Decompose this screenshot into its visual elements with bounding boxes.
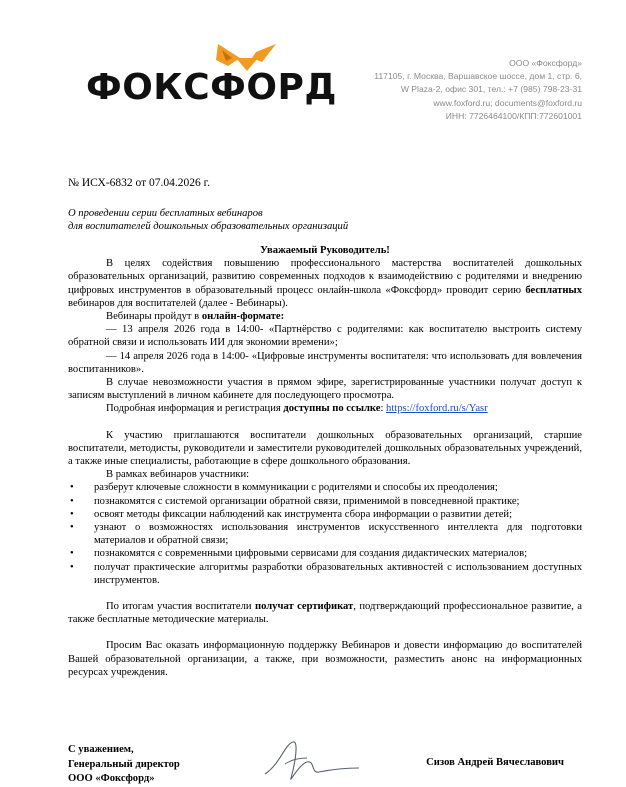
format-paragraph bbox=[68, 310, 582, 323]
reference-number: № ИСХ-6832 от 07.04.2026 г. bbox=[68, 177, 210, 189]
company-address-line2: W Plaza-2, офис 301, тел.: +7 (985) 798-23-31 bbox=[400, 84, 582, 95]
letter-body bbox=[68, 244, 582, 679]
list-item-text: познакомятся с современными цифровыми сервисами для создания дидактических материалов; bbox=[94, 548, 528, 560]
list-item-text: узнают о возможностях использования инструментов искусственного интеллекта для подготовки материалов и обратной связи; bbox=[94, 522, 582, 547]
company-name: ООО «Фоксфорд» bbox=[509, 58, 582, 68]
list-item bbox=[68, 481, 582, 494]
company-details bbox=[322, 57, 582, 123]
closing-regards: С уважением, bbox=[68, 744, 134, 755]
bullet-icon: • bbox=[70, 548, 74, 560]
certificate-paragraph bbox=[68, 600, 582, 626]
certificate-text-end: , подтверждающий профессиональное развитие, а также бесплатные методические материалы. bbox=[68, 601, 582, 626]
list-item bbox=[68, 495, 582, 508]
more-info-bold: доступны по ссылке bbox=[283, 403, 381, 415]
signer-name: Сизов Андрей Вячеславович bbox=[426, 757, 564, 768]
spacer bbox=[68, 626, 582, 639]
foxford-logo bbox=[86, 44, 337, 110]
subject-line1: О проведении серии бесплатных вебинаров bbox=[68, 208, 263, 219]
company-address-line1: 117105, г. Москва, Варшавское шоссе, дом 1, стр. 6, bbox=[374, 71, 582, 82]
signature-image bbox=[255, 734, 365, 786]
signer-position: Генеральный директор bbox=[68, 758, 180, 770]
format-bold: онлайн-формате: bbox=[201, 311, 285, 323]
list-item bbox=[68, 508, 582, 521]
list-item-text: получат практические алгоритмы разработки образовательных активностей с использованием доступных инструментов. bbox=[94, 561, 582, 586]
bullet-icon: • bbox=[70, 482, 74, 494]
registration-link[interactable]: https://foxford.ru/s/Yasr bbox=[386, 403, 488, 415]
intro-paragraph bbox=[68, 257, 582, 310]
list-item-text: познакомятся с системой организации обратной связи, применимой в повседневной практике; bbox=[94, 495, 520, 507]
intro-text-end: вебинаров для воспитателей (далее - Вебинары). bbox=[68, 297, 288, 309]
bullet-icon: • bbox=[70, 561, 74, 573]
webinar-item-1: — 13 апреля 2026 года в 14:00- «Партнёрство с родителями: как воспитателю выстроить систему обратной связи и использовать ИИ для экономии времени»; bbox=[68, 324, 582, 349]
logo-wordmark: ФОКСФОРД bbox=[86, 67, 337, 108]
spacer bbox=[68, 587, 582, 600]
greeting: Уважаемый Руководитель! bbox=[260, 245, 390, 256]
recording-paragraph: В случае невозможности участия в прямом эфире, зарегистрированные участники получат доступ к записям выступлений в личном кабинете для последующего просмотра. bbox=[68, 377, 582, 402]
more-info-paragraph bbox=[68, 402, 582, 415]
closing-block bbox=[68, 743, 180, 787]
company-inn: ИНН: 7726464100/КПП:772601001 bbox=[445, 110, 582, 121]
request-paragraph: Просим Вас оказать информационную поддержку Вебинаров и довести информацию до воспитателей Вашей образовательной организации, а также, при возможности, разместить анонс на информационных ресурсах учреждения. bbox=[68, 640, 582, 678]
bullet-icon: • bbox=[70, 495, 74, 507]
intro-text: В целях содействия повышению профессионального мастерства воспитателей дошкольных образовательных организаций, развитию современных подходов к взаимодействию с родителями и внедрению цифровых инструментов в образовательный процесс онлайн-школа «Фоксфорд» проводит серию bbox=[68, 258, 582, 296]
invite-paragraph: К участию приглашаются воспитатели дошкольных образовательных организаций, старшие воспитатели, методисты, руководители и заместители руководителей дошкольных образовательных учреждений, а также иные специалисты, работающие в сфере дошкольного образования. bbox=[68, 429, 582, 468]
intro-bold: бесплатных bbox=[525, 284, 582, 296]
bullet-icon: • bbox=[70, 522, 74, 534]
list-item bbox=[68, 561, 582, 587]
spacer bbox=[68, 416, 582, 429]
list-item bbox=[68, 521, 582, 547]
more-info-colon: : bbox=[380, 403, 387, 415]
certificate-text: По итогам участия воспитатели bbox=[106, 601, 255, 613]
certificate-bold: получат сертификат bbox=[254, 601, 354, 613]
list-item bbox=[68, 547, 582, 560]
list-item-text: освоят методы фиксации наблюдений как инструмента сбора информации о развитии детей; bbox=[94, 508, 513, 520]
letter-subject bbox=[68, 207, 348, 233]
bullet-icon: • bbox=[70, 508, 74, 520]
company-contacts: www.foxford.ru; documents@foxford.ru bbox=[433, 97, 582, 108]
format-text: Вебинары пройдут в bbox=[106, 311, 202, 323]
outcomes-list bbox=[68, 481, 582, 587]
outcomes-intro: В рамках вебинаров участники: bbox=[106, 469, 250, 481]
webinar-item-2: — 14 апреля 2026 года в 14:00- «Цифровые инструменты воспитателя: что использовать для вовлечения воспитанников». bbox=[68, 350, 582, 375]
signer-company: ООО «Фоксфорд» bbox=[68, 773, 155, 784]
subject-line2: для воспитателей дошкольных образовательных организаций bbox=[68, 221, 349, 232]
list-item-text: разберут ключевые сложности в коммуникации с родителями и способы их преодоления; bbox=[94, 482, 498, 494]
more-info-text: Подробная информация и регистрация bbox=[106, 403, 284, 415]
